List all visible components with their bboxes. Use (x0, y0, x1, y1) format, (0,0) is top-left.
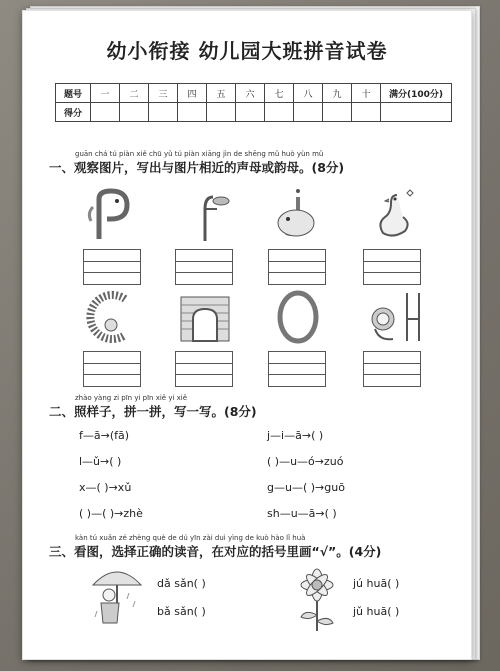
pinyin-exercise[interactable]: ( )—u—ó→zuó (267, 455, 344, 468)
sprout-f-icon (175, 187, 235, 243)
total-score-header: 满分(100分) (381, 84, 452, 103)
table-row (56, 84, 452, 103)
section1-pinyin: guān chá tú piàn xiě chū yǔ tú piàn xiāng jìn de shēng mǔ huò yùn mǔ (75, 150, 324, 158)
pinyin-exercise[interactable]: g—u—( )→guō (267, 481, 345, 494)
elephant-p-icon (81, 187, 141, 243)
score-cell[interactable] (178, 103, 207, 122)
pinyin-exercise[interactable]: ( )—( )→zhè (79, 507, 143, 520)
writing-box[interactable] (268, 351, 326, 387)
writing-box[interactable] (175, 351, 233, 387)
question-number-cell: 六 (236, 84, 265, 103)
reading-option[interactable]: jú huā( ) (353, 577, 400, 590)
umbrella-child-icon (89, 563, 145, 633)
score-cell[interactable] (294, 103, 323, 122)
egg-o-icon (268, 289, 328, 345)
table-header-cell: 得分 (56, 103, 91, 122)
writing-box[interactable] (363, 351, 421, 387)
table-row (56, 103, 452, 122)
writing-box[interactable] (83, 249, 141, 285)
score-table (55, 83, 452, 122)
writing-box[interactable] (175, 249, 233, 285)
section3-pinyin: kàn tú xuǎn zé zhèng què de dú yīn zài duì yìng de kuò hào lǐ huà (75, 534, 306, 542)
hedgehog-c-icon (81, 289, 141, 345)
chrysanthemum-icon (285, 563, 349, 633)
writing-box[interactable] (83, 351, 141, 387)
writing-box[interactable] (363, 249, 421, 285)
fish-j-icon (268, 187, 328, 243)
question-number-cell: 二 (120, 84, 149, 103)
pinyin-exercise[interactable]: sh—u—ā→( ) (267, 507, 337, 520)
question-number-cell: 十 (352, 84, 381, 103)
goose-icon (363, 187, 423, 243)
pinyin-exercise[interactable]: l—ǔ→( ) (79, 455, 122, 468)
score-cell[interactable] (149, 103, 178, 122)
section2-pinyin: zhào yàng zi pīn yi pīn xiě yi xiě (75, 394, 188, 402)
writing-box[interactable] (268, 249, 326, 285)
pinyin-exercise[interactable]: x—( )→xǔ (79, 481, 132, 494)
section3-heading: 三、看图，选择正确的读音，在对应的括号里画“√”。(4分) (49, 544, 382, 559)
pinyin-exercise[interactable]: f—ā→(fā) (79, 429, 130, 442)
question-number-cell: 五 (207, 84, 236, 103)
reading-option[interactable]: bǎ sǎn( ) (157, 605, 206, 618)
question-number-cell: 八 (294, 84, 323, 103)
score-cell[interactable] (236, 103, 265, 122)
question-number-cell: 四 (178, 84, 207, 103)
score-cell[interactable] (120, 103, 149, 122)
page-title: 幼小衔接 幼儿园大班拼音试卷 (106, 39, 388, 63)
section1-heading: 一、观察图片，写出与图片相近的声母或韵母。(8分) (49, 160, 345, 175)
table-header-cell: 题号 (56, 84, 91, 103)
score-cell[interactable] (352, 103, 381, 122)
score-cell[interactable] (91, 103, 120, 122)
question-number-cell: 三 (149, 84, 178, 103)
reading-option[interactable]: jǔ huā( ) (353, 605, 400, 618)
lion-chair-icon (363, 289, 423, 345)
reading-option[interactable]: dǎ sǎn( ) (157, 577, 206, 590)
question-number-cell: 七 (265, 84, 294, 103)
gate-n-icon (175, 289, 235, 345)
pinyin-exercise[interactable]: j—i—ā→( ) (267, 429, 324, 442)
question-number-cell: 九 (323, 84, 352, 103)
score-cell[interactable] (381, 103, 452, 122)
section2-heading: 二、照样子，拼一拼，写一写。(8分) (49, 404, 257, 419)
score-cell[interactable] (265, 103, 294, 122)
exam-sheet (22, 10, 472, 660)
question-number-cell: 一 (91, 84, 120, 103)
score-cell[interactable] (323, 103, 352, 122)
score-cell[interactable] (207, 103, 236, 122)
